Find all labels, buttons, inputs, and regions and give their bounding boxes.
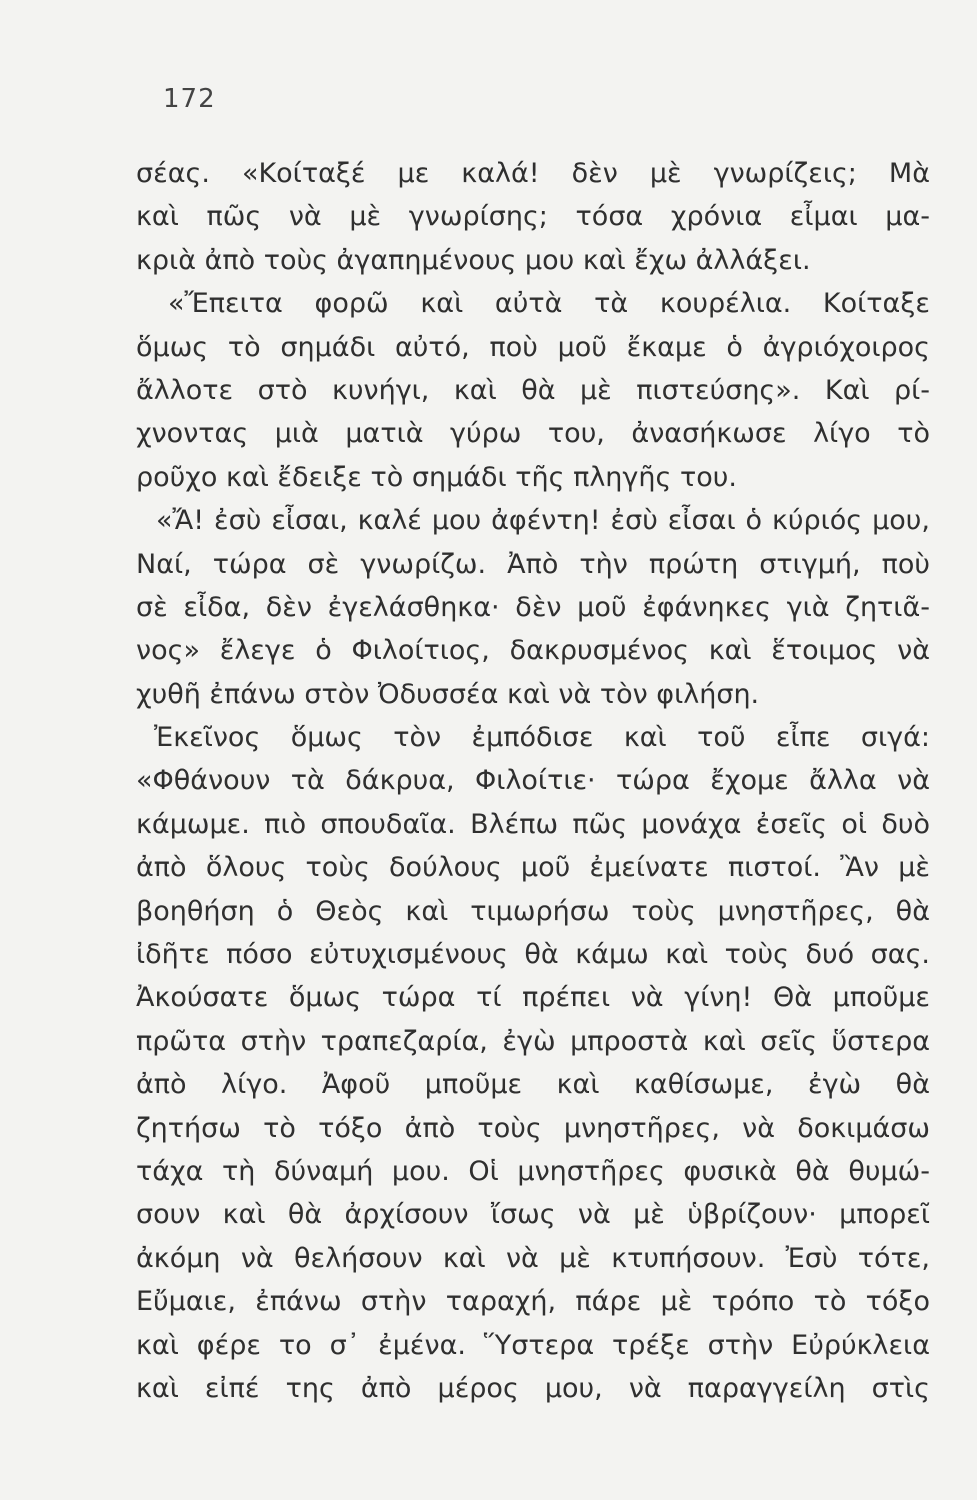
text-line: ἀκόμη νὰ θελήσουν καὶ νὰ μὲ κτυπήσουν. Ἐσὺ τότε, [136, 1242, 930, 1274]
text-line: ἀπὸ λίγο. Ἀφοῦ μποῦμε καὶ καθίσωμε, ἐγὼ θὰ [136, 1069, 930, 1101]
text-line: καὶ εἰπέ της ἀπὸ μέρος μου, νὰ παραγγείλη στὶς [136, 1372, 930, 1404]
text-line: χνοντας μιὰ ματιὰ γύρω του, ἀνασήκωσε λίγο τὸ [136, 418, 930, 450]
text-line: ὅμως τὸ σημάδι αὐτό, ποὺ μοῦ ἔκαμε ὁ ἀγριόχοιρος [136, 331, 930, 363]
page-number: 172 [163, 84, 216, 114]
text-line: κριὰ ἀπὸ τοὺς ἀγαπημένους μου καὶ ἔχω ἀλλάξει. [136, 244, 811, 276]
text-line: σέας. «Κοίταξέ με καλά! δὲν μὲ γνωρίζεις; Μὰ [136, 158, 930, 189]
text-line: πρῶτα στὴν τραπεζαρία, ἐγὼ μπροστὰ καὶ σεῖς ὕστερα [136, 1025, 930, 1057]
text-line: Ναί, τώρα σὲ γνωρίζω. Ἀπὸ τὴν πρώτη στιγμή, ποὺ [136, 548, 930, 580]
text-line: σὲ εἶδα, δὲν ἐγελάσθηκα· δὲν μοῦ ἐφάνηκες γιὰ ζητιᾶ- [136, 591, 930, 623]
text-line: «Φθάνουν τὰ δάκρυα, Φιλοίτιε· τώρα ἔχομε ἄλλα νὰ [136, 765, 930, 797]
text-line: Εὔμαιε, ἐπάνω στὴν ταραχή, πάρε μὲ τρόπο τὸ τόξο [136, 1286, 930, 1318]
text-line: Ἐκεῖνος ὅμως τὸν ἐμπόδισε καὶ τοῦ εἶπε σιγά: [154, 722, 930, 754]
text-line: ἀπὸ ὅλους τοὺς δούλους μοῦ ἐμείνατε πιστοί. Ἂν μὲ [136, 852, 930, 884]
text-line: «Ἄ! ἐσὺ εἶσαι, καλέ μου ἀφέντη! ἐσὺ εἶσαι ὁ κύριός μου, [156, 505, 930, 537]
text-line: καὶ φέρε το σ᾽ ἐμένα. Ὕστερα τρέξε στὴν Εὐρύκλεια [136, 1329, 930, 1361]
text-line: κάμωμε. πιὸ σπουδαῖα. Βλέπω πῶς μονάχα ἐσεῖς οἱ δυὸ [136, 808, 930, 840]
text-line: ἰδῆτε πόσο εὐτυχισμένους θὰ κάμω καὶ τοὺς δυό σας. [136, 939, 930, 971]
text-line: σουν καὶ θὰ ἀρχίσουν ἴσως νὰ μὲ ὑβρίζουν· μπορεῖ [136, 1199, 930, 1231]
text-line: βοηθήση ὁ Θεὸς καὶ τιμωρήσω τοὺς μνηστῆρες, θὰ [136, 895, 930, 927]
body-text [136, 152, 930, 1410]
text-line: Ἀκούσατε ὅμως τώρα τί πρέπει νὰ γίνη! Θὰ μποῦμε [136, 982, 930, 1014]
text-line: νος» ἔλεγε ὁ Φιλοίτιος, δακρυσμένος καὶ ἕτοιμος νὰ [136, 635, 930, 667]
text-line: ζητήσω τὸ τόξο ἀπὸ τοὺς μνηστῆρες, νὰ δοκιμάσω [136, 1112, 930, 1144]
text-line: χυθῆ ἐπάνω στὸν Ὀδυσσέα καὶ νὰ τὸν φιλήση. [136, 678, 760, 710]
text-line: ἄλλοτε στὸ κυνήγι, καὶ θὰ μὲ πιστεύσης». Καὶ ρί- [136, 374, 930, 406]
text-line: τάχα τὴ δύναμή μου. Οἱ μνηστῆρες φυσικὰ θὰ θυμώ- [136, 1155, 930, 1187]
text-line: «Ἔπειτα φορῶ καὶ αὐτὰ τὰ κουρέλια. Κοίταξε [168, 288, 930, 320]
text-line: ροῦχο καὶ ἔδειξε τὸ σημάδι τῆς πληγῆς του. [136, 461, 737, 493]
text-line: καὶ πῶς νὰ μὲ γνωρίσης; τόσα χρόνια εἶμαι μα- [136, 201, 930, 233]
